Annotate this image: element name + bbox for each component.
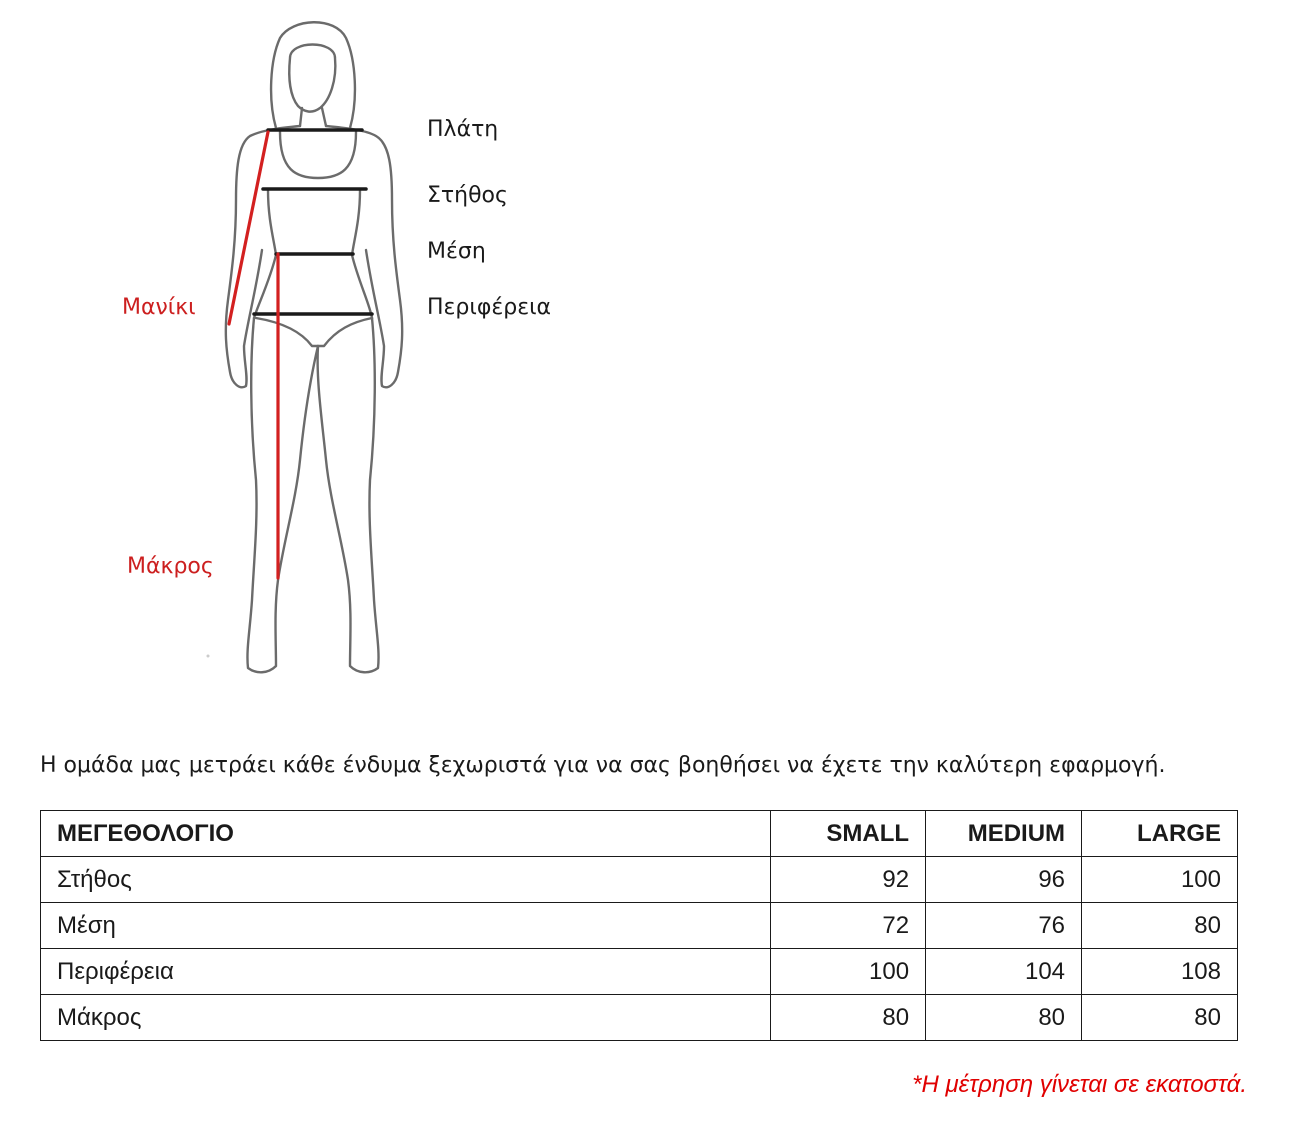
cell-large: 80 — [1082, 995, 1238, 1041]
cell-small: 80 — [771, 995, 926, 1041]
table-row — [41, 903, 1238, 949]
measurement-unit-note: *Η μέτρηση γίνεται σε εκατοστά. — [912, 1071, 1247, 1098]
table-row — [41, 857, 1238, 903]
table-header-row — [41, 811, 1238, 857]
body-silhouette-illustration — [0, 0, 700, 700]
label-length: Μάκρος — [127, 554, 214, 579]
row-label: Περιφέρεια — [41, 949, 771, 995]
cell-small: 72 — [771, 903, 926, 949]
cell-medium: 76 — [926, 903, 1082, 949]
cell-medium: 104 — [926, 949, 1082, 995]
cell-small: 92 — [771, 857, 926, 903]
header-small: SMALL — [771, 811, 926, 857]
cell-large: 100 — [1082, 857, 1238, 903]
header-size-chart: ΜΕΓΕΘΟΛΟΓΙΟ — [41, 811, 771, 857]
cell-medium: 80 — [926, 995, 1082, 1041]
intro-text: Η ομάδα μας μετράει κάθε ένδυμα ξεχωριστά για να σας βοηθήσει να έχετε την καλύτερη εφαρμογή. — [40, 753, 1166, 778]
cell-large: 108 — [1082, 949, 1238, 995]
row-label: Μάκρος — [41, 995, 771, 1041]
body-measurement-figure — [0, 0, 700, 700]
table-row — [41, 995, 1238, 1041]
label-sleeve: Μανίκι — [122, 295, 196, 320]
label-waist: Μέση — [427, 239, 486, 264]
label-hips: Περιφέρεια — [427, 295, 552, 320]
row-label: Μέση — [41, 903, 771, 949]
table-row — [41, 949, 1238, 995]
size-chart-table — [40, 810, 1238, 1041]
row-label: Στήθος — [41, 857, 771, 903]
cell-large: 80 — [1082, 903, 1238, 949]
label-chest: Στήθος — [427, 183, 508, 208]
header-large: LARGE — [1082, 811, 1238, 857]
header-medium: MEDIUM — [926, 811, 1082, 857]
cell-medium: 96 — [926, 857, 1082, 903]
label-shoulders: Πλάτη — [427, 117, 499, 142]
cell-small: 100 — [771, 949, 926, 995]
